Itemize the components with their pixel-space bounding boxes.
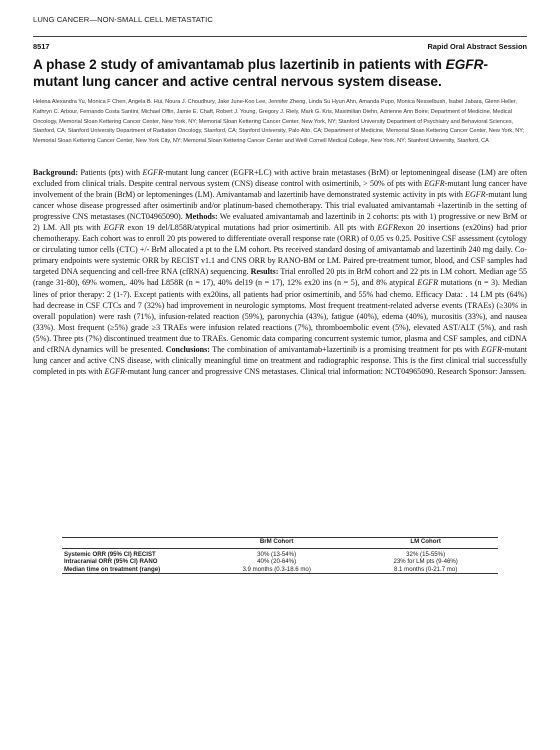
results-label: Results: [250, 267, 279, 277]
header-rule [33, 36, 527, 37]
title-gene: EGFR [445, 57, 484, 72]
methods-text: We evaluated amivantamab and lazertinib in 2 cohorts: pts with 1) progressive or new BrM or 2) LM. All pts with EGFR exon 19 del/L858R/atypical mutations had prior osimertinib. All pts with EGFRexon 20 insertions (ex20ins) had prior chemotherapy. Each cohort was to enroll 20 pts powered to differentiate overall response rate (ORR) of 0.05 vs 0.25. Positive CSF assessment (cytology or circulating tumor cells (CTC) +/- BrM allocated a pt to the LM cohort. Pts received standard dosing of amivantamab and lazertinib 240 mg daily. Co-primary endpoints were systemic ORR by RECIST v1.1 and CNS ORR by RANO-BM or LM. Paired pre-treatment tumor, blood, and CSF samples had targeted DNA sequencing and cell-free RNA (cfRNA) sequencing. [33, 212, 527, 277]
row-label: Intracranial ORR (95% CI) RANO [64, 558, 158, 566]
background-text: Patients (pts) with EGFR-mutant lung cancer (EGFR+LC) with active brain metastases (BrM) or leptomeningeal disease (LM) are often excluded from clinical trials. Despite central nervous system (CNS) disease control with osimertinib, > 50% of pts with EGFR-mutant lung cancer have involvement of the brain (BrM) or leptomeninges (LM). Amivantamab and lazertinib have demonstrated systemic activity in pts with EGFR-mutant lung cancer whose disease progressed after osimertinib and/or platinum-based chemotherapy. This trial evaluated amivantamab +lazertinib in the setting of progressive CNS metastases (NCT04965090). [33, 168, 527, 222]
methods-label: Methods: [185, 212, 218, 222]
row-label: Systemic ORR (95% CI) RECIST [64, 550, 156, 558]
table-row [62, 548, 498, 558]
results-text: Trial enrolled 20 pts in BrM cohort and 22 pts in LM cohort. Median age 55 (range 31-80), 69% women,. 40% had L858R (n = 17), 40% del19 (n = 17), 12% ex20 ins (n = 5), and 8% atypical EGFR mutations (n = 3). Median lines of prior therapy: 2 (1-7). Except patients with ex20ins, all patients had prior osimertinib, and 55% had chemo. Efficacy Data: . 14 LM pts (64%) had decrease in CSF CTCs and 7 (32%) had improvement in neurologic symptoms. Most frequent treatment-related adverse events (TRAEs) (≥30% in overall population) were rash (71%), infusion-related reaction (59%), paronychia (43%), fatigue (40%), edema (40%), mucositis (33%), and nausea (33%). Most frequent (≥5%) grade ≥3 TRAEs were infusion related reactions (7%), thromboembolic event (5%), elevated AST/ALT (5%), and rash (5%). Three pts (7%) discontinued treatment due to TRAEs. Genomic data comparing concurrent systemic tumor, plasma and CSF samples, and ctDNA and cfRNA dynamics will be presented. [33, 267, 528, 354]
title-post: -mutant lung cancer and active central nervous system disease. [33, 57, 488, 89]
row-label: Median time on treatment (range) [64, 565, 161, 573]
conclusions-label: Conclusions: [165, 344, 210, 354]
table-header-row [62, 538, 498, 549]
brm-value: 3.9 months (0.3-18.6 mo) [242, 565, 311, 573]
abstract-meta [33, 42, 527, 51]
lm-value: 8.1 months (0-21.7 mo) [393, 565, 458, 573]
background-label: Background: [33, 168, 79, 177]
efficacy-table [62, 537, 498, 574]
table-header-brm: BrM Cohort [259, 538, 294, 545]
title-pre: A phase 2 study of amivantamab plus lazertinib in patients with [33, 57, 446, 72]
conclusions-text: The combination of amivantamab+lazertinib is a promising treatment for pts with EGFR-mutant lung cancer and active CNS disease, with clinically meaningful time on treatment and radiographic response. This is the first clinical trial successfully completed in pts with EGFR-mutant lung cancer and progressive CNS metastases. Clinical trial information: NCT04965090. Research Sponsor: Janssen. [33, 344, 527, 376]
table-header-blank [62, 538, 200, 549]
lm-value: 32% (15-55%) [406, 550, 446, 558]
author-list: Helena Alexandra Yu, Monica F Chen, Angela B. Hui, Noura J. Choudhury, Jake June-Koo Lee, Jennifer Zheng, Linda Su Hyun Ahn, Amanda Pupo, Monica Nesselbush, Isabel Jabara, Glenn Heller, Kathryn C. Arbour, Fernando Costa Santini, Michael Offin, Jamie E. Chaft, Robert J. Young, Gregory J. Riely, Mark G. Kris, Maximilian Diehn, Adrienne Ann Boire; Department of Medicine, Medical Oncology, Memorial Sloan Kettering Cancer Center, New York, NY; Memorial Sloan Kettering Cancer Center, New York, NY; Stanford University Department of Psychiatry and Behavioral Sciences, Stanford, CA; Stanford University Department of Radiation Oncology, Stanford, CA; Stanford University, Palo Alto, CA; Department of Medicine, Memorial Sloan Kettering Cancer Center, New York, NY; Memorial Sloan Kettering Cancer Center, New York City, NY; Memorial Sloan Kettering Cancer Center and Weill Cornell Medical College, New York, NY; Stanford University, Stanford, CA [33, 99, 525, 145]
table-row [62, 558, 498, 566]
brm-value: 40% (20-64%) [257, 558, 297, 566]
brm-value: 30% (13-54%) [257, 550, 297, 558]
abstract-number: 8517 [33, 42, 50, 51]
lm-value: 23% for LM pts (9-46%) [393, 558, 458, 566]
table-row [62, 566, 498, 574]
abstract-title [33, 56, 527, 90]
table-header-lm: LM Cohort [410, 538, 441, 545]
session-type: Rapid Oral Abstract Session [427, 42, 527, 51]
abstract-body [33, 167, 527, 377]
running-head: LUNG CANCER—NON-SMALL CELL METASTATIC [33, 15, 213, 24]
